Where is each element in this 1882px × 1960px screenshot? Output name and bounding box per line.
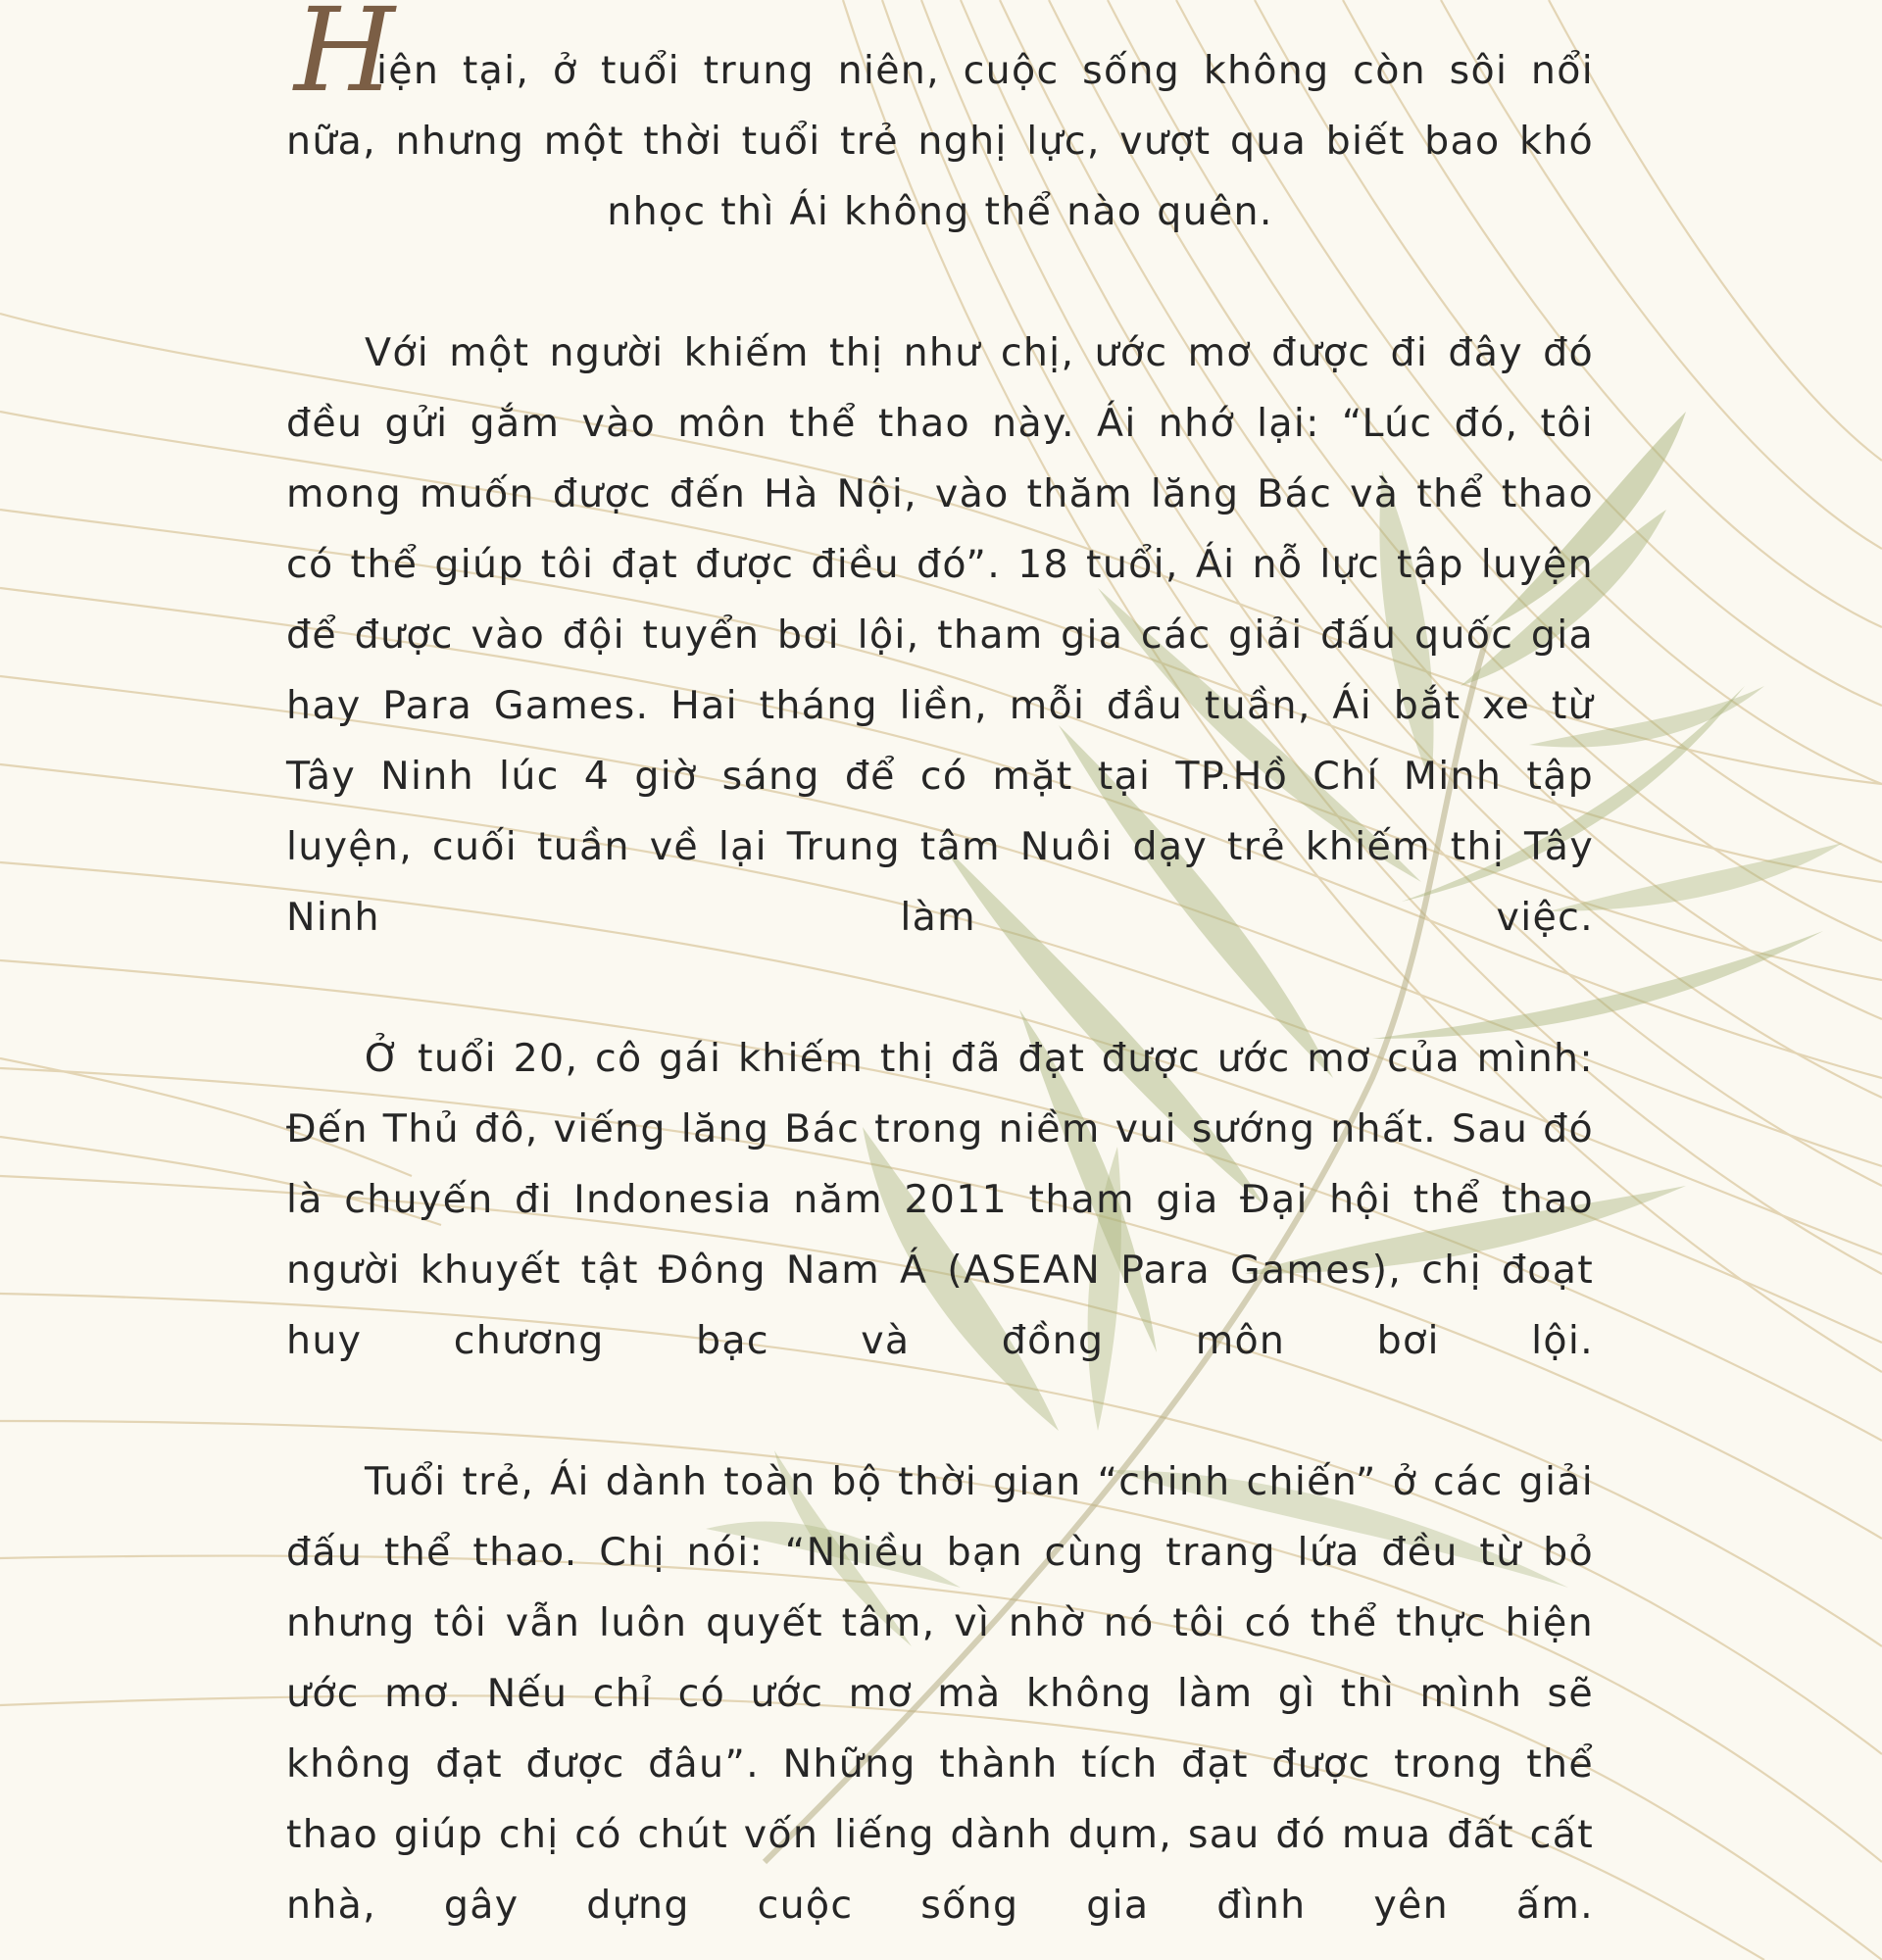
- paragraph-4: [286, 1446, 1594, 1940]
- paragraph-2: [286, 318, 1594, 953]
- paragraph-4-text: Tuổi trẻ, Ái dành toàn bộ thời gian “chinh chiến” ở các giải đấu thể thao. Chị nói: “Nhiều bạn cùng trang lứa đều từ bỏ nhưng tôi vẫn luôn quyết tâm, vì nhờ nó tôi có thể thực hiện ước mơ. Nếu chỉ có ước mơ mà không làm gì thì mình sẽ không đạt được đâu”. Những thành tích đạt được trong thể thao giúp chị có chút vốn liếng dành dụm, sau đó mua đất cất nhà, gây dựng cuộc sống gia đình yên ấm.: [286, 1459, 1594, 1928]
- paragraph-3: [286, 1023, 1594, 1376]
- paragraph-1-text: iện tại, ở tuổi trung niên, cuộc sống không còn sôi nổi nữa, nhưng một thời tuổi trẻ nghị lực, vượt qua biết bao khó nhọc thì Ái không thể nào quên.: [286, 48, 1594, 234]
- paragraph-1: [286, 35, 1594, 247]
- dropcap-letter: H: [294, 0, 395, 118]
- paragraph-3-text: Ở tuổi 20, cô gái khiếm thị đã đạt được ước mơ của mình: Đến Thủ đô, viếng lăng Bác trong niềm vui sướng nhất. Sau đó là chuyến đi Indonesia năm 2011 tham gia Đại hội thể thao người khuyết tật Đông Nam Á (ASEAN Para Games), chị đoạt huy chương bạc và đồng môn bơi lội.: [286, 1036, 1594, 1363]
- paragraph-2-text: Với một người khiếm thị như chị, ước mơ được đi đây đó đều gửi gắm vào môn thể thao này. Ái nhớ lại: “Lúc đó, tôi mong muốn được đến Hà Nội, vào thăm lăng Bác và thể thao có thể giúp tôi đạt được điều đó”. 18 tuổi, Ái nỗ lực tập luyện để được vào đội tuyển bơi lội, tham gia các giải đấu quốc gia hay Para Games. Hai tháng liền, mỗi đầu tuần, Ái bắt xe từ Tây Ninh lúc 4 giờ sáng để có mặt tại TP.Hồ Chí Minh tập luyện, cuối tuần về lại Trung tâm Nuôi dạy trẻ khiếm thị Tây Ninh làm việc.: [286, 330, 1594, 940]
